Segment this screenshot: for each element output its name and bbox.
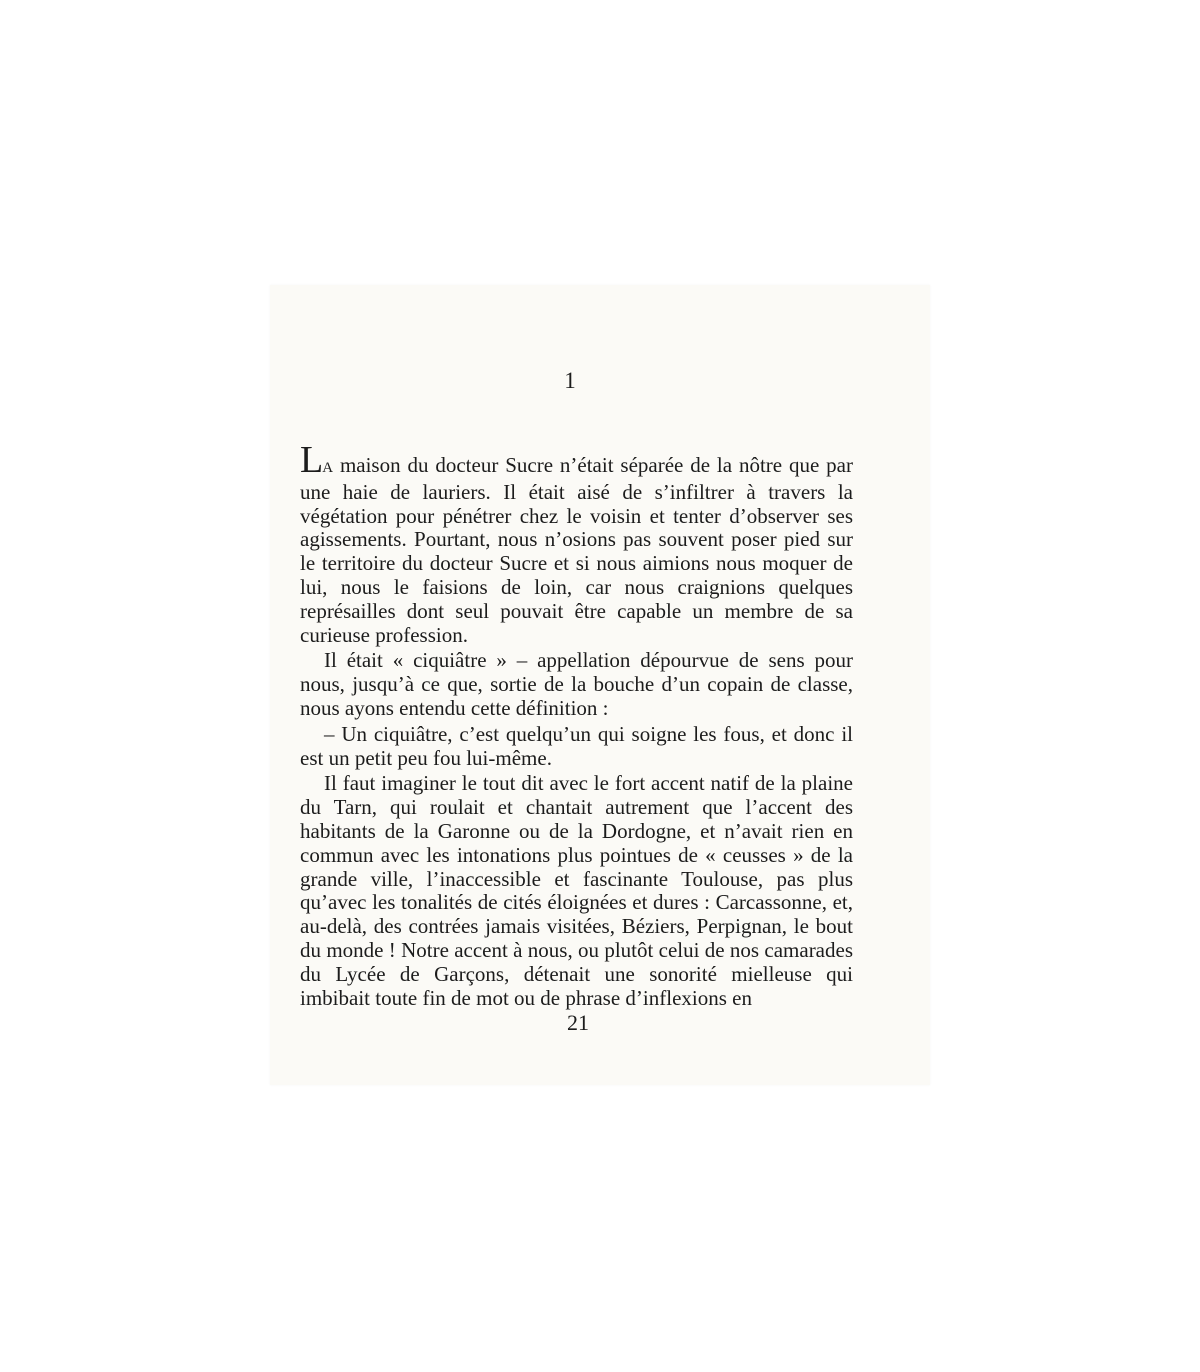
page-number: 21 (567, 1010, 589, 1035)
opening-paragraph (300, 439, 853, 647)
chapter-number: 1 (564, 368, 576, 393)
drop-cap: L (300, 439, 323, 481)
body-text (300, 439, 853, 1012)
paragraph: Il faut imaginer le tout dit avec le fort accent natif de la plaine du Tarn, qui roulait et chantait autrement que l’accent des habitants de la Garonne ou de la Dordogne, et n’avait rien en commun avec les intonations plus pointues de « ceusses » de la grande ville, l’inaccessible et fascinante Toulouse, pas plus qu’avec les tonalités de cités éloignées et dures : Carcassonne, et, au-delà, des contrées jamais visitées, Béziers, Perpignan, le bout du monde ! Notre accent à nous, ou plutôt celui de nos camarades du Lycée de Garçons, détenait une sonorité mielleuse qui imbibait toute fin de mot ou de phrase d’inflexions en (300, 771, 853, 1010)
paragraph: Il était « ciquiâtre » – appellation dépourvue de sens pour nous, jusqu’à ce que, sortie de la bouche d’un copain de classe, nous ayons entendu cette définition : (300, 648, 853, 720)
opening-paragraph-text: maison du docteur Sucre n’était séparée de la nôtre que par une haie de lauriers. Il était aisé de s’infiltrer à travers la végétation pour pénétrer chez le voisin et tenter d’observer ses agissements. Pourtant, nous n’osions pas souvent poser pied sur le territoire du docteur Sucre et si nous aimions nous moquer de lui, nous le faisions de loin, car nous craignions quelques représailles dont seul pouvait être capable un membre de sa curieuse profession. (300, 453, 853, 647)
dialogue-paragraph: – Un ciquiâtre, c’est quelqu’un qui soigne les fous, et donc il est un petit peu fou lui-même. (300, 721, 853, 770)
drop-cap-small: A (322, 460, 334, 476)
